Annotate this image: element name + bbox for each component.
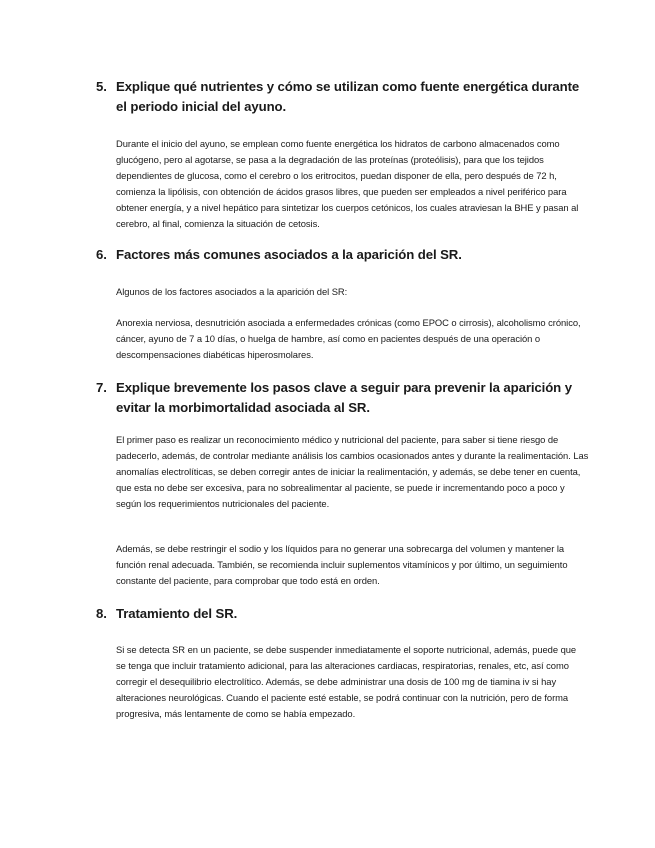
question-8-text: Tratamiento del SR.: [116, 606, 238, 621]
question-6-number: 6.: [96, 247, 107, 262]
question-6-text: Factores más comunes asociados a la aparición del SR.: [116, 247, 462, 262]
answer-6-paragraph-1: Algunos de los factores asociados a la aparición del SR:: [116, 286, 348, 297]
answer-8-paragraph-1: Si se detecta SR en un paciente, se debe suspender inmediatamente el soporte nutricional, además, puede que se tenga que incluir tratamiento adicional, para las alteraciones cardiacas, respiratorias, renales, etc, así como corregir el desequilibrio electrolítico. Además, se debe administrar una dosis de 100 mg de tiamina iv si hay alteraciones neurológicas. Cuando el paciente esté estable, se podrá continuar con la nutrición, pero de forma progresiva, más lentamente de como se había empezado.: [116, 644, 577, 720]
question-5-text: Explique qué nutrientes y cómo se utilizan como fuente energética durante el periodo inicial del ayuno.: [116, 79, 580, 114]
question-7-number: 7.: [96, 380, 107, 395]
question-7-heading: [96, 378, 586, 418]
question-8-heading: [96, 604, 586, 624]
answer-5-paragraph-1: Durante el inicio del ayuno, se emplean como fuente energética los hidratos de carbono almacenados como glucógeno, pero al agotarse, se pasa a la degradación de las proteínas (proteólisis), para que los tejidos dependientes de glucosa, como el cerebro o los eritrocitos, puedan disponer de ella, pero después de 72 h, comienza la lipólisis, con obtención de ácidos grasos libres, que pueden ser empleados a nivel periférico para obtener energía, y a nivel hepático para sintetizar los cuerpos cetónicos, los cuales atraviesan la BHE y pasan al cerebro, al final, comienza la situación de cetosis.: [116, 138, 579, 230]
question-5-number: 5.: [96, 79, 107, 94]
answer-7-paragraph-1: El primer paso es realizar un reconocimiento médico y nutricional del paciente, para saber si tiene riesgo de padecerlo, además, de controlar mediante análisis los cambios ocasionados antes y durante la realimentación. Las anomalías electrolíticas, se deben corregir antes de iniciar la realimentación, y además, se debe tener en cuenta, que esta no debe ser excesiva, para no sobrealimentar al paciente, se puede ir incrementando poco a poco y según los requerimientos nutricionales del paciente.: [116, 434, 589, 510]
question-7-text: Explique brevemente los pasos clave a seguir para prevenir la aparición y evitar la morbimortalidad asociada al SR.: [116, 380, 572, 415]
answer-7-paragraph-2: Además, se debe restringir el sodio y los líquidos para no generar una sobrecarga del volumen y mantener la función renal adecuada. También, se recomienda incluir suplementos vitamínicos y por último, un seguimiento constante del paciente, para comprobar que todo está en orden.: [116, 543, 568, 587]
answer-6-paragraph-2: Anorexia nerviosa, desnutrición asociada a enfermedades crónicas (como EPOC o cirrosis), alcoholismo crónico, cáncer, ayuno de 7 a 10 días, o huelga de hambre, así como en pacientes después de una operación o descompensaciones diabéticas hiperosmolares.: [116, 317, 581, 361]
question-6-heading: [96, 245, 586, 265]
question-5-heading: [96, 77, 586, 117]
question-8-number: 8.: [96, 606, 107, 621]
